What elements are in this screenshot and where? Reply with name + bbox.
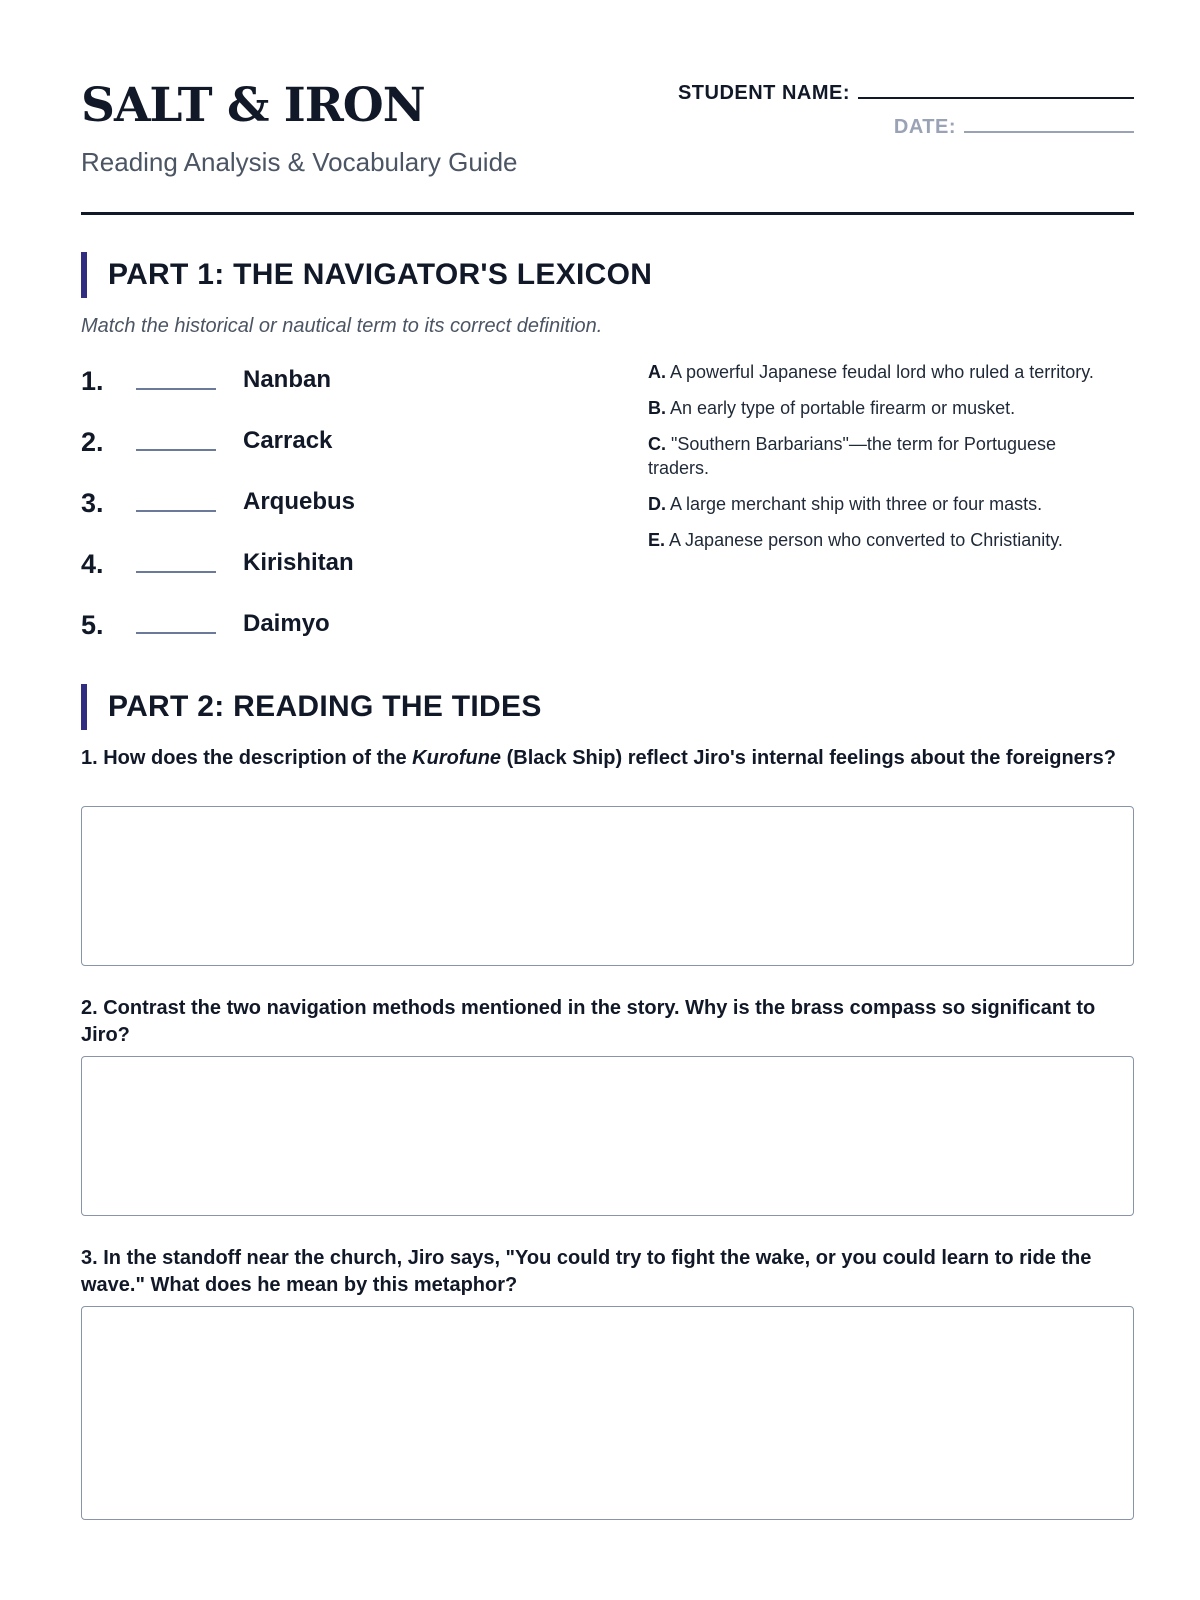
term-word: Kirishitan	[243, 549, 354, 576]
definition-item	[648, 492, 1118, 516]
date-label: DATE:	[893, 116, 956, 138]
definition-item	[648, 396, 1118, 420]
term-number: 4.	[81, 549, 104, 579]
definition-letter: E.	[648, 530, 666, 550]
term-number: 2.	[81, 427, 104, 457]
definition-letter: B.	[648, 398, 666, 418]
student-name-blank[interactable]	[858, 83, 1134, 99]
term-answer-blank[interactable]	[136, 571, 216, 573]
definition-text: A Japanese person who converted to Christianity.	[669, 530, 1063, 550]
student-name-label: STUDENT NAME:	[677, 82, 850, 104]
definition-item	[648, 432, 1118, 480]
answer-box-1[interactable]	[81, 806, 1134, 966]
student-name-line	[678, 82, 1134, 105]
term-word: Carrack	[243, 427, 333, 454]
term-word: Arquebus	[243, 488, 356, 515]
part2-heading: PART 2: READING THE TIDES	[81, 684, 542, 730]
term-word: Daimyo	[243, 610, 330, 637]
question-1	[81, 745, 1134, 772]
term-row	[81, 488, 601, 528]
worksheet-title: SALT & IRON	[81, 78, 425, 133]
date-line	[894, 116, 1134, 139]
definition-letter: D.	[648, 494, 666, 514]
definition-text: A powerful Japanese feudal lord who ruled a territory.	[670, 362, 1094, 382]
term-row	[81, 610, 601, 650]
term-answer-blank[interactable]	[136, 510, 216, 512]
term-row	[81, 549, 601, 589]
term-word: Nanban	[243, 366, 332, 393]
definitions-list	[648, 360, 1118, 564]
term-number: 3.	[81, 488, 104, 518]
date-blank[interactable]	[964, 117, 1134, 133]
part1-instruction: Match the historical or nautical term to its correct definition.	[81, 315, 603, 337]
term-number: 5.	[81, 610, 104, 640]
term-row	[81, 427, 601, 467]
term-row	[81, 366, 601, 406]
definition-text: "Southern Barbarians"—the term for Portuguese traders.	[648, 434, 1056, 478]
worksheet-header	[81, 0, 1134, 215]
question-1-text-end: (Black Ship) reflect Jiro's internal feelings about the foreigners?	[501, 747, 1116, 769]
term-answer-blank[interactable]	[136, 449, 216, 451]
definition-letter: A.	[648, 362, 666, 382]
part1-heading: PART 1: THE NAVIGATOR'S LEXICON	[81, 252, 652, 298]
term-answer-blank[interactable]	[136, 388, 216, 390]
worksheet-subtitle: Reading Analysis & Vocabulary Guide	[81, 147, 518, 177]
question-3: 3. In the standoff near the church, Jiro says, "You could try to fight the wake, or you could learn to ride the wave." What does he mean by this metaphor?	[81, 1247, 1092, 1296]
question-1-italic-term: Kurofune	[412, 747, 502, 769]
term-answer-blank[interactable]	[136, 632, 216, 634]
definition-text: A large merchant ship with three or four masts.	[670, 494, 1043, 514]
answer-box-3[interactable]	[81, 1306, 1134, 1520]
definition-letter: C.	[648, 434, 666, 454]
question-2: 2. Contrast the two navigation methods mentioned in the story. Why is the brass compass so significant to Jiro?	[81, 997, 1096, 1046]
term-number: 1.	[81, 366, 104, 396]
answer-box-2[interactable]	[81, 1056, 1134, 1216]
definition-item	[648, 360, 1118, 384]
definition-text: An early type of portable firearm or musket.	[670, 398, 1016, 418]
definition-item	[648, 528, 1118, 552]
question-1-text-start: 1. How does the description of the	[81, 747, 413, 769]
